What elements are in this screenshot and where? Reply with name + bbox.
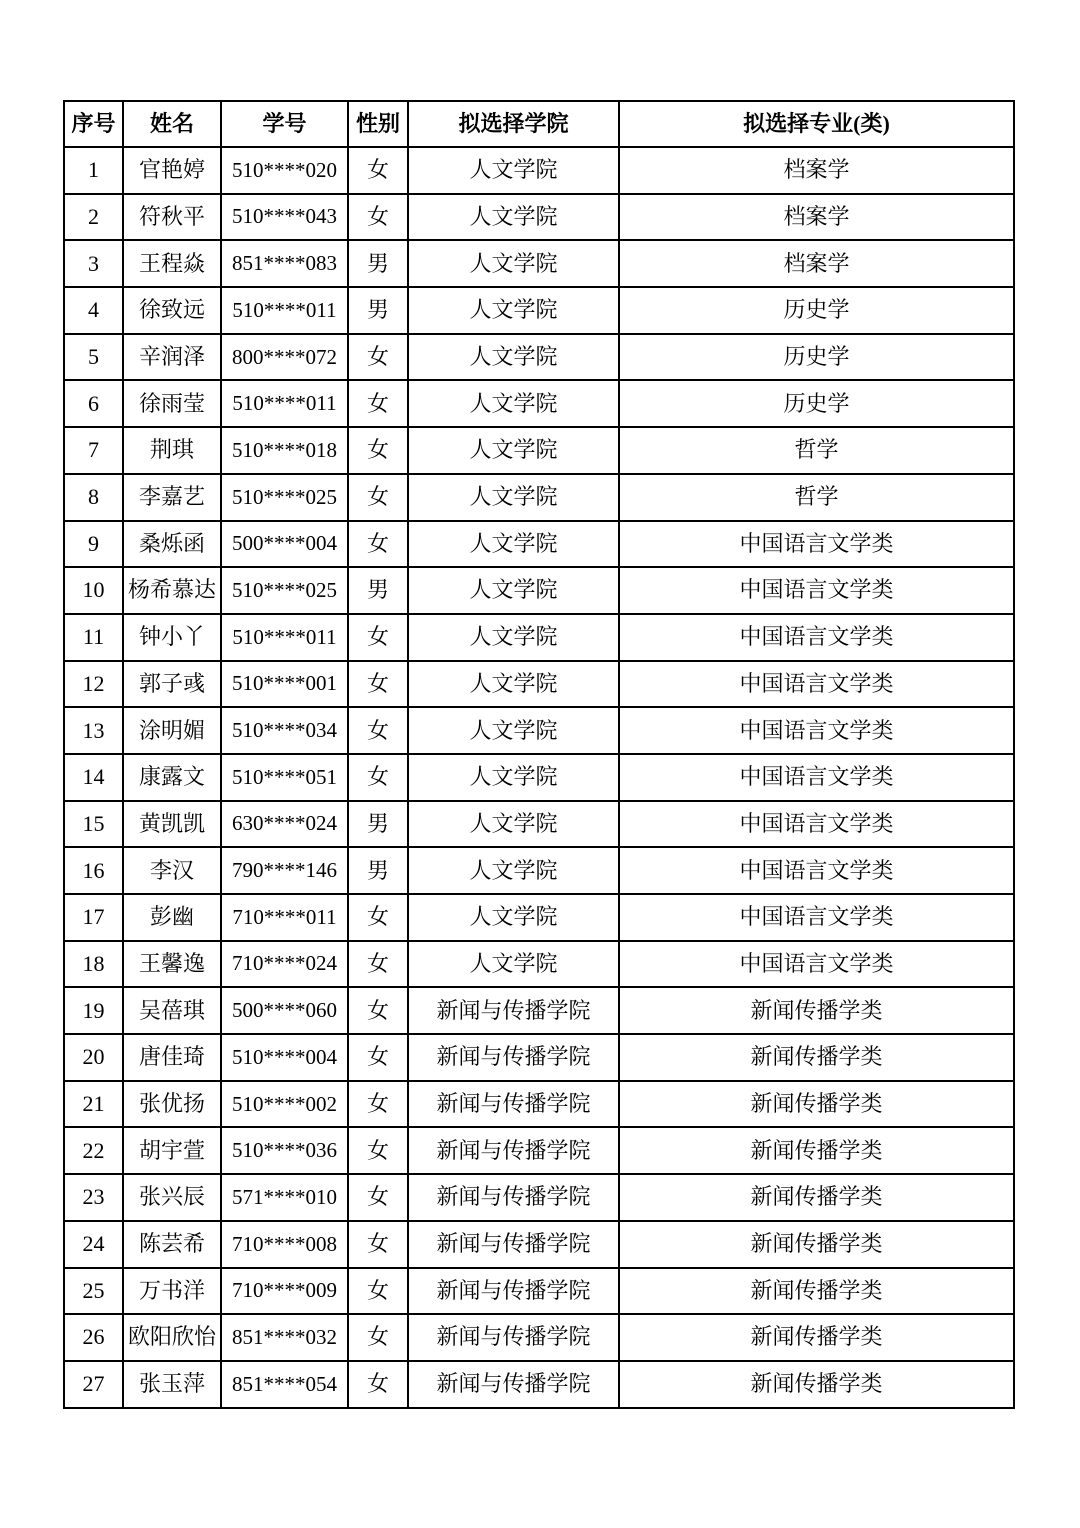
cell-college: 人文学院 (408, 847, 619, 894)
cell-student-id: 571****010 (221, 1174, 348, 1221)
cell-student-id: 851****083 (221, 240, 348, 287)
cell-college: 新闻与传播学院 (408, 1221, 619, 1268)
table-row (64, 707, 1014, 754)
cell-index: 15 (64, 801, 123, 848)
cell-student-id: 510****002 (221, 1081, 348, 1128)
cell-college: 新闻与传播学院 (408, 1034, 619, 1081)
cell-name: 杨希慕达 (123, 567, 221, 614)
table-row (64, 334, 1014, 381)
cell-gender: 女 (348, 614, 408, 661)
cell-name: 康露文 (123, 754, 221, 801)
table-header (64, 101, 1014, 147)
cell-name: 吴蓓琪 (123, 987, 221, 1034)
table-row (64, 614, 1014, 661)
cell-student-id: 510****001 (221, 661, 348, 708)
cell-major: 哲学 (619, 474, 1014, 521)
cell-index: 27 (64, 1361, 123, 1408)
table-row (64, 194, 1014, 241)
cell-major: 档案学 (619, 147, 1014, 194)
cell-student-id: 510****011 (221, 380, 348, 427)
cell-gender: 女 (348, 147, 408, 194)
cell-college: 新闻与传播学院 (408, 987, 619, 1034)
cell-name: 涂明媚 (123, 707, 221, 754)
cell-index: 21 (64, 1081, 123, 1128)
table-row (64, 987, 1014, 1034)
cell-college: 人文学院 (408, 240, 619, 287)
cell-name: 张兴辰 (123, 1174, 221, 1221)
cell-name: 万书洋 (123, 1268, 221, 1315)
cell-index: 12 (64, 661, 123, 708)
cell-name: 彭幽 (123, 894, 221, 941)
cell-major: 新闻传播学类 (619, 1221, 1014, 1268)
cell-college: 新闻与传播学院 (408, 1361, 619, 1408)
cell-gender: 女 (348, 380, 408, 427)
cell-student-id: 851****054 (221, 1361, 348, 1408)
cell-gender: 男 (348, 287, 408, 334)
cell-major: 新闻传播学类 (619, 1361, 1014, 1408)
cell-gender: 女 (348, 334, 408, 381)
cell-index: 7 (64, 427, 123, 474)
cell-student-id: 510****025 (221, 567, 348, 614)
cell-student-id: 510****020 (221, 147, 348, 194)
cell-name: 张玉萍 (123, 1361, 221, 1408)
header-college: 拟选择学院 (408, 101, 619, 147)
header-major: 拟选择专业(类) (619, 101, 1014, 147)
table-row (64, 1174, 1014, 1221)
cell-gender: 男 (348, 847, 408, 894)
cell-gender: 女 (348, 987, 408, 1034)
cell-name: 徐雨莹 (123, 380, 221, 427)
cell-index: 9 (64, 521, 123, 568)
cell-gender: 女 (348, 1081, 408, 1128)
header-row (64, 101, 1014, 147)
table-row (64, 474, 1014, 521)
cell-index: 16 (64, 847, 123, 894)
header-gender: 性别 (348, 101, 408, 147)
cell-college: 人文学院 (408, 474, 619, 521)
cell-college: 人文学院 (408, 941, 619, 988)
cell-index: 14 (64, 754, 123, 801)
cell-gender: 女 (348, 474, 408, 521)
cell-major: 新闻传播学类 (619, 1081, 1014, 1128)
cell-major: 中国语言文学类 (619, 707, 1014, 754)
table-row (64, 661, 1014, 708)
header-index: 序号 (64, 101, 123, 147)
cell-index: 6 (64, 380, 123, 427)
table-row (64, 427, 1014, 474)
cell-major: 历史学 (619, 334, 1014, 381)
cell-student-id: 510****051 (221, 754, 348, 801)
cell-name: 郭子彧 (123, 661, 221, 708)
cell-index: 10 (64, 567, 123, 614)
cell-gender: 女 (348, 194, 408, 241)
cell-name: 官艳婷 (123, 147, 221, 194)
cell-college: 人文学院 (408, 661, 619, 708)
cell-index: 8 (64, 474, 123, 521)
cell-index: 1 (64, 147, 123, 194)
cell-major: 新闻传播学类 (619, 1127, 1014, 1174)
cell-student-id: 710****011 (221, 894, 348, 941)
cell-index: 22 (64, 1127, 123, 1174)
cell-student-id: 710****008 (221, 1221, 348, 1268)
table-row (64, 1361, 1014, 1408)
header-student-id: 学号 (221, 101, 348, 147)
cell-student-id: 510****018 (221, 427, 348, 474)
cell-major: 历史学 (619, 287, 1014, 334)
cell-name: 符秋平 (123, 194, 221, 241)
cell-index: 13 (64, 707, 123, 754)
cell-index: 24 (64, 1221, 123, 1268)
cell-name: 张优扬 (123, 1081, 221, 1128)
cell-major: 哲学 (619, 427, 1014, 474)
cell-gender: 女 (348, 427, 408, 474)
cell-gender: 女 (348, 1268, 408, 1315)
cell-name: 李汉 (123, 847, 221, 894)
cell-index: 3 (64, 240, 123, 287)
cell-student-id: 710****009 (221, 1268, 348, 1315)
cell-major: 中国语言文学类 (619, 847, 1014, 894)
table-row (64, 380, 1014, 427)
cell-college: 人文学院 (408, 380, 619, 427)
cell-index: 11 (64, 614, 123, 661)
cell-student-id: 851****032 (221, 1314, 348, 1361)
cell-college: 人文学院 (408, 287, 619, 334)
table-row (64, 1127, 1014, 1174)
table-row (64, 1314, 1014, 1361)
cell-college: 人文学院 (408, 707, 619, 754)
table-row (64, 1034, 1014, 1081)
cell-index: 23 (64, 1174, 123, 1221)
table-row (64, 240, 1014, 287)
cell-gender: 男 (348, 567, 408, 614)
cell-name: 徐致远 (123, 287, 221, 334)
table-body (64, 147, 1014, 1408)
cell-gender: 女 (348, 754, 408, 801)
cell-student-id: 510****043 (221, 194, 348, 241)
cell-student-id: 510****011 (221, 614, 348, 661)
cell-gender: 女 (348, 1127, 408, 1174)
cell-college: 新闻与传播学院 (408, 1314, 619, 1361)
table-row (64, 894, 1014, 941)
table-row (64, 1268, 1014, 1315)
cell-major: 新闻传播学类 (619, 1034, 1014, 1081)
cell-student-id: 790****146 (221, 847, 348, 894)
cell-college: 人文学院 (408, 427, 619, 474)
cell-college: 人文学院 (408, 521, 619, 568)
cell-name: 王馨逸 (123, 941, 221, 988)
cell-college: 人文学院 (408, 194, 619, 241)
cell-name: 辛润泽 (123, 334, 221, 381)
cell-major: 新闻传播学类 (619, 987, 1014, 1034)
cell-student-id: 510****036 (221, 1127, 348, 1174)
cell-name: 桑烁函 (123, 521, 221, 568)
cell-index: 26 (64, 1314, 123, 1361)
cell-student-id: 510****025 (221, 474, 348, 521)
cell-college: 人文学院 (408, 754, 619, 801)
table-row (64, 287, 1014, 334)
cell-name: 黄凯凯 (123, 801, 221, 848)
cell-college: 新闻与传播学院 (408, 1127, 619, 1174)
cell-major: 档案学 (619, 194, 1014, 241)
table-row (64, 941, 1014, 988)
cell-gender: 女 (348, 707, 408, 754)
cell-name: 唐佳琦 (123, 1034, 221, 1081)
cell-major: 中国语言文学类 (619, 521, 1014, 568)
cell-name: 王程焱 (123, 240, 221, 287)
cell-college: 人文学院 (408, 567, 619, 614)
cell-index: 17 (64, 894, 123, 941)
cell-college: 人文学院 (408, 334, 619, 381)
student-roster-table (63, 100, 1015, 1409)
cell-student-id: 510****004 (221, 1034, 348, 1081)
cell-college: 人文学院 (408, 894, 619, 941)
cell-major: 中国语言文学类 (619, 614, 1014, 661)
cell-college: 人文学院 (408, 801, 619, 848)
cell-major: 中国语言文学类 (619, 801, 1014, 848)
cell-index: 19 (64, 987, 123, 1034)
cell-major: 中国语言文学类 (619, 754, 1014, 801)
cell-major: 档案学 (619, 240, 1014, 287)
cell-gender: 女 (348, 941, 408, 988)
cell-major: 中国语言文学类 (619, 941, 1014, 988)
table-row (64, 1081, 1014, 1128)
cell-gender: 女 (348, 1034, 408, 1081)
cell-college: 新闻与传播学院 (408, 1081, 619, 1128)
cell-index: 4 (64, 287, 123, 334)
table-row (64, 847, 1014, 894)
cell-gender: 女 (348, 1314, 408, 1361)
cell-student-id: 500****060 (221, 987, 348, 1034)
cell-college: 新闻与传播学院 (408, 1268, 619, 1315)
cell-index: 25 (64, 1268, 123, 1315)
cell-name: 荆琪 (123, 427, 221, 474)
cell-major: 中国语言文学类 (619, 567, 1014, 614)
cell-gender: 女 (348, 661, 408, 708)
table-row (64, 1221, 1014, 1268)
table-row (64, 567, 1014, 614)
cell-index: 2 (64, 194, 123, 241)
cell-college: 人文学院 (408, 614, 619, 661)
cell-major: 历史学 (619, 380, 1014, 427)
table-row (64, 147, 1014, 194)
cell-name: 李嘉艺 (123, 474, 221, 521)
cell-gender: 男 (348, 240, 408, 287)
cell-name: 胡宇萱 (123, 1127, 221, 1174)
cell-gender: 女 (348, 894, 408, 941)
cell-index: 18 (64, 941, 123, 988)
cell-gender: 女 (348, 1221, 408, 1268)
cell-gender: 男 (348, 801, 408, 848)
cell-major: 新闻传播学类 (619, 1174, 1014, 1221)
cell-student-id: 800****072 (221, 334, 348, 381)
cell-name: 欧阳欣怡 (123, 1314, 221, 1361)
cell-major: 新闻传播学类 (619, 1268, 1014, 1315)
header-name: 姓名 (123, 101, 221, 147)
cell-gender: 女 (348, 1361, 408, 1408)
cell-college: 新闻与传播学院 (408, 1174, 619, 1221)
cell-gender: 女 (348, 1174, 408, 1221)
cell-gender: 女 (348, 521, 408, 568)
cell-name: 钟小丫 (123, 614, 221, 661)
cell-college: 人文学院 (408, 147, 619, 194)
cell-major: 新闻传播学类 (619, 1314, 1014, 1361)
table-row (64, 801, 1014, 848)
cell-student-id: 510****011 (221, 287, 348, 334)
cell-major: 中国语言文学类 (619, 894, 1014, 941)
cell-student-id: 500****004 (221, 521, 348, 568)
cell-student-id: 630****024 (221, 801, 348, 848)
cell-student-id: 710****024 (221, 941, 348, 988)
cell-name: 陈芸希 (123, 1221, 221, 1268)
cell-index: 5 (64, 334, 123, 381)
cell-index: 20 (64, 1034, 123, 1081)
cell-major: 中国语言文学类 (619, 661, 1014, 708)
table-row (64, 754, 1014, 801)
cell-student-id: 510****034 (221, 707, 348, 754)
table-row (64, 521, 1014, 568)
